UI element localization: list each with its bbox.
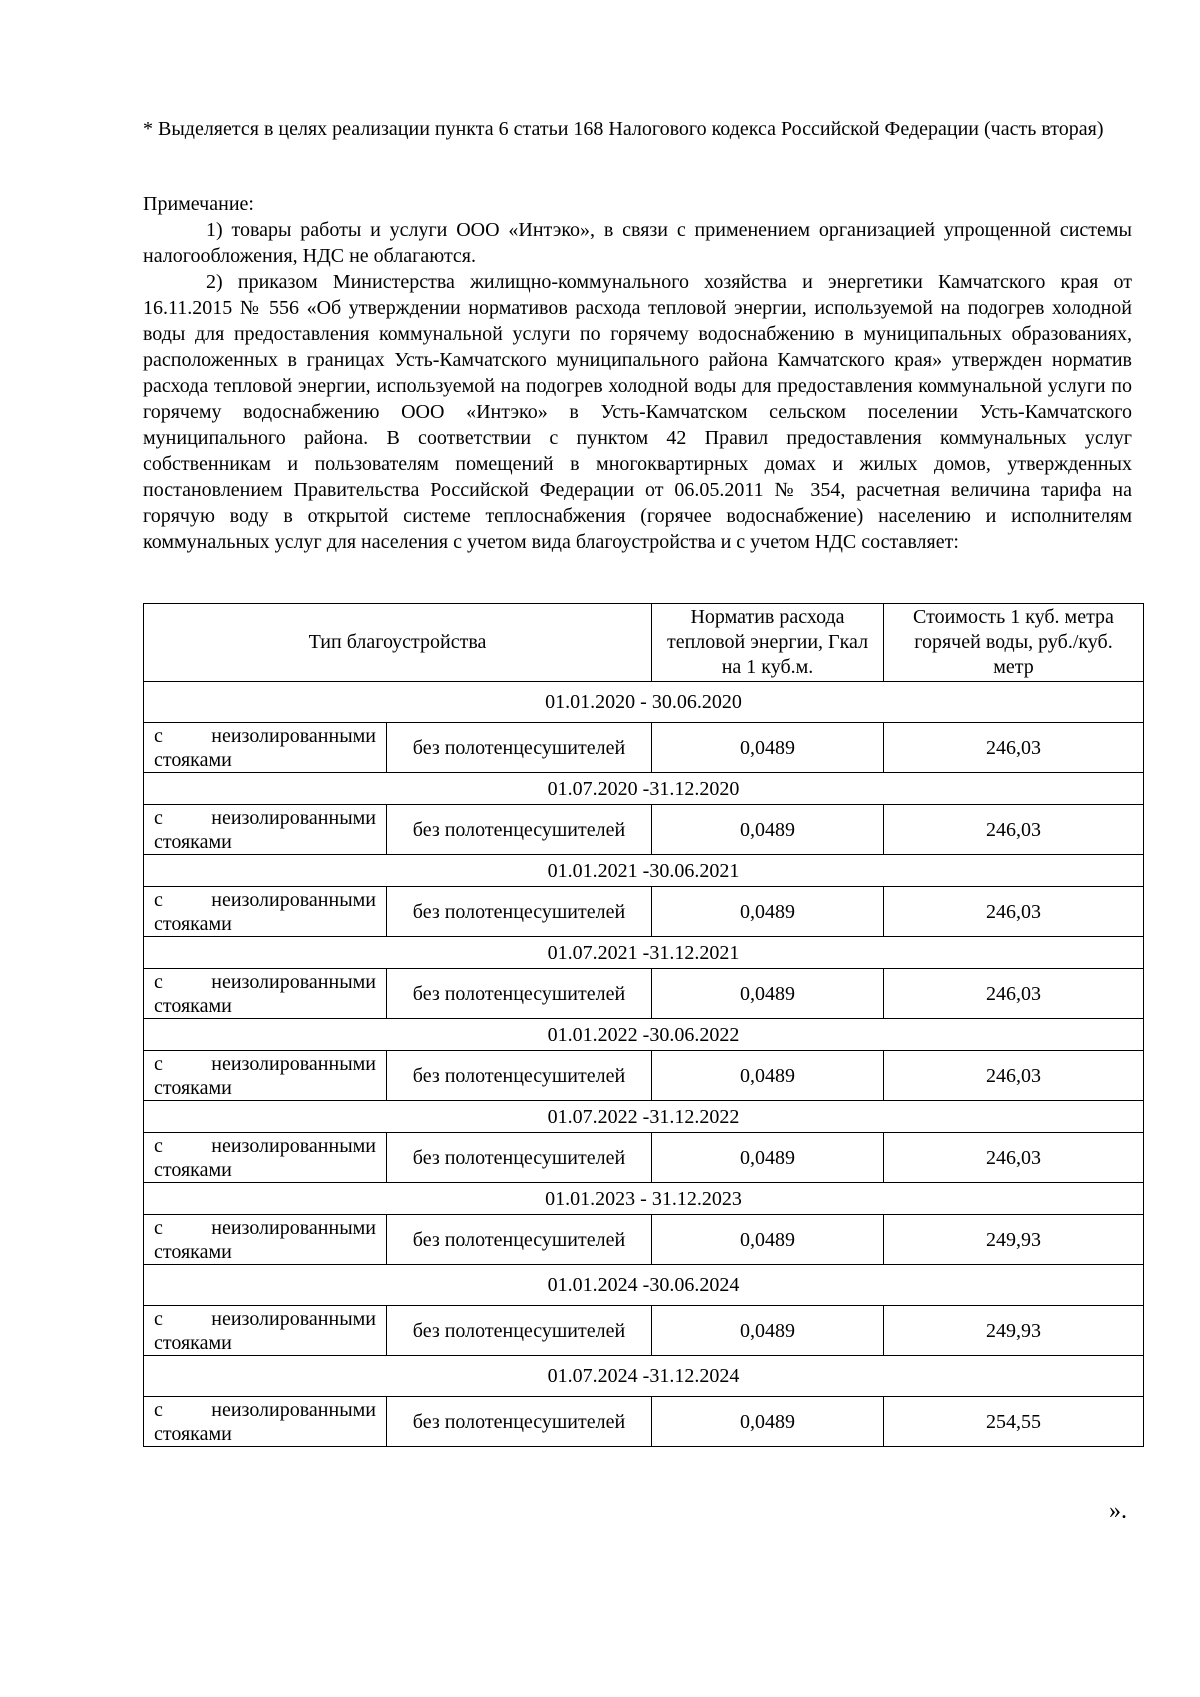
period-row [144,1356,1144,1397]
type-b-cell: без полотенцесушителей [387,1215,652,1265]
type-a-cell: с неизолированными стояками [144,805,387,855]
table-row [144,1215,1144,1265]
period-row [144,773,1144,805]
note-item-1: 1) товары работы и услуги ООО «Интэко», в связи с применением организацией упрощенной системы налогообложения, НДС не облагаются. [143,219,1132,267]
norm-cell: 0,0489 [652,1215,884,1265]
type-b-cell: без полотенцесушителей [387,887,652,937]
closing-quote: ». [1109,1498,1127,1524]
period-row [144,1183,1144,1215]
norm-cell: 0,0489 [652,887,884,937]
table-row [144,1397,1144,1447]
norm-cell: 0,0489 [652,1133,884,1183]
table-row [144,805,1144,855]
type-b-cell: без полотенцесушителей [387,1306,652,1356]
cost-cell: 249,93 [884,1215,1144,1265]
header-cost: Стоимость 1 куб. метра горячей воды, руб./куб. метр [884,604,1144,682]
period-row [144,1101,1144,1133]
type-a-cell: с неизолированными стояками [144,1051,387,1101]
norm-cell: 0,0489 [652,1306,884,1356]
type-a-cell: с неизолированными стояками [144,1215,387,1265]
type-a-cell: с неизолированными стояками [144,887,387,937]
type-b-cell: без полотенцесушителей [387,723,652,773]
type-b-cell: без полотенцесушителей [387,1397,652,1447]
period-row [144,1265,1144,1306]
period-row [144,855,1144,887]
period-label: 01.01.2022 -30.06.2022 [144,1019,1144,1051]
type-a-cell: с неизолированными стояками [144,1397,387,1447]
cost-cell: 246,03 [884,723,1144,773]
table-row [144,1133,1144,1183]
type-a-cell: с неизолированными стояками [144,969,387,1019]
table-row [144,887,1144,937]
type-a-cell: с неизолированными стояками [144,723,387,773]
period-label: 01.07.2024 -31.12.2024 [144,1356,1144,1397]
tariff-table [143,603,1144,1447]
header-type: Тип благоустройства [144,604,652,682]
type-b-cell: без полотенцесушителей [387,1051,652,1101]
norm-cell: 0,0489 [652,805,884,855]
table-row [144,969,1144,1019]
table-row [144,723,1144,773]
type-b-cell: без полотенцесушителей [387,969,652,1019]
note-item-2: 2) приказом Министерства жилищно-коммунального хозяйства и энергетики Камчатского края от 16.11.2015 № 556 «Об утверждении нормативов расхода тепловой энергии, используемой на подогрев холодной воды для предоставления коммунальной услуги по горячему водоснабжению в муниципальных образованиях, расположенных в границах Усть-Камчатского муниципального района Камчатского края» утвержден норматив расхода тепловой энергии, используемой на подогрев холодной воды для предоставления коммунальной услуги по горячему водоснабжению ООО «Интэко» в Усть-Камчатском сельском поселении Усть-Камчатского муниципального района. В соответствии с пунктом 42 Правил предоставления коммунальных услуг собственникам и пользователям помещений в многоквартирных домах и жилых домов, утвержденных постановлением Правительства Российской Федерации от 06.05.2011 № 354, расчетная величина тарифа на горячую воду в открытой системе теплоснабжения (горячее водоснабжение) населению и исполнителям коммунальных услуг для населения с учетом вида благоустройства и с учетом НДС составляет: [143,271,1132,553]
cost-cell: 246,03 [884,1051,1144,1101]
period-label: 01.07.2022 -31.12.2022 [144,1101,1144,1133]
type-a-cell: с неизолированными стояками [144,1133,387,1183]
cost-cell: 246,03 [884,969,1144,1019]
type-a-cell: с неизолированными стояками [144,1306,387,1356]
norm-cell: 0,0489 [652,1051,884,1101]
period-label: 01.01.2023 - 31.12.2023 [144,1183,1144,1215]
footnote: * Выделяется в целях реализации пункта 6 статьи 168 Налогового кодекса Российской Федерации (часть вторая) [143,118,1104,140]
norm-cell: 0,0489 [652,723,884,773]
period-label: 01.07.2021 -31.12.2021 [144,937,1144,969]
norm-cell: 0,0489 [652,969,884,1019]
period-label: 01.01.2020 - 30.06.2020 [144,682,1144,723]
period-row [144,682,1144,723]
type-b-cell: без полотенцесушителей [387,1133,652,1183]
period-label: 01.01.2021 -30.06.2021 [144,855,1144,887]
cost-cell: 246,03 [884,1133,1144,1183]
period-row [144,937,1144,969]
period-label: 01.01.2024 -30.06.2024 [144,1265,1144,1306]
table-header-row [144,604,1144,682]
note-title: Примечание: [143,193,254,215]
cost-cell: 246,03 [884,887,1144,937]
table-row [144,1051,1144,1101]
cost-cell: 246,03 [884,805,1144,855]
type-b-cell: без полотенцесушителей [387,805,652,855]
table-row [144,1306,1144,1356]
cost-cell: 254,55 [884,1397,1144,1447]
norm-cell: 0,0489 [652,1397,884,1447]
cost-cell: 249,93 [884,1306,1144,1356]
header-norm: Норматив расхода тепловой энергии, Гкал на 1 куб.м. [652,604,884,682]
period-row [144,1019,1144,1051]
period-label: 01.07.2020 -31.12.2020 [144,773,1144,805]
